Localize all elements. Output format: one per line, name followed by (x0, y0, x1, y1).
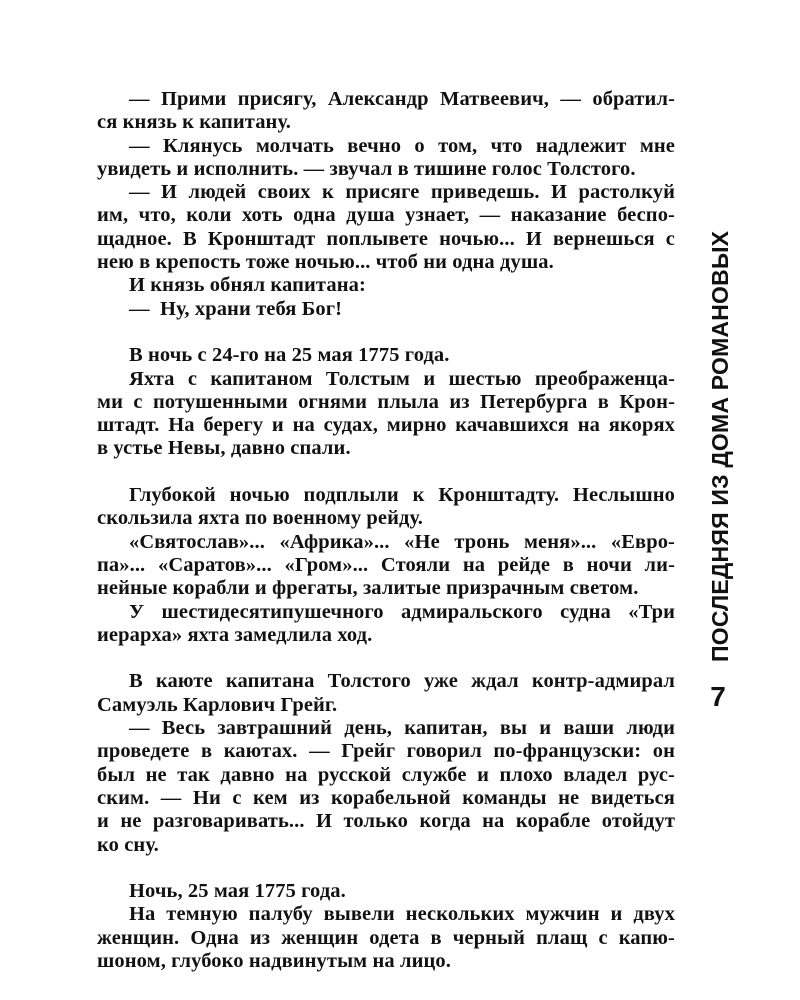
text-line: штадт. На берегу и на судах, мирно качавшихся на якорях (97, 414, 675, 437)
paragraph-gap (97, 857, 675, 880)
text-line: В каюте капитана Толстого уже ждал контр-адмирал (129, 670, 675, 693)
text-line: — Клянусь молчать вечно о том, что надлежит мне (129, 134, 675, 157)
text-line: нею в крепость тоже ночью... чтоб ни одна душа. (97, 251, 554, 274)
text-line: иерарха» яхта замедлила ход. (97, 623, 373, 646)
text-line: был не так давно на русской службе и плохо владел рус- (97, 763, 675, 786)
text-line: щадное. В Кронштадт поплывете ночью... И вернешься с (97, 227, 675, 250)
text-line: ся князь к капитану. (97, 111, 291, 134)
text-line: им, что, коли хоть одна душа узнает, — наказание беспо- (97, 204, 675, 227)
paragraph-gap (97, 647, 675, 670)
text-line: На темную палубу вывели нескольких мужчин и двух (129, 903, 675, 926)
text-line: И князь обнял капитана: (129, 274, 366, 297)
text-line: Яхта с капитаном Толстым и шестью преображенца- (129, 367, 675, 390)
page-number: 7 (710, 681, 726, 712)
text-line: женщин. Одна из женщин одета в черный плащ с капю- (97, 926, 675, 949)
text-line: Глубокой ночью подплыли к Кронштадту. Неслышно (129, 484, 675, 507)
text-line: и не разговаривать... И только когда на корабле отойдут (97, 810, 675, 833)
text-line: — Весь завтрашний день, капитан, вы и ваши люди (129, 717, 675, 740)
text-line: скользила яхта по военному рейду. (97, 507, 424, 530)
running-title: ПОСЛЕДНЯЯ ИЗ ДОМА РОМАНОВЫХ (707, 230, 733, 662)
text-line: в устье Невы, давно спали. (97, 437, 351, 460)
text-line: — И людей своих к присяге приведешь. И растолкуй (129, 181, 675, 204)
text-line: нейные корабли и фрегаты, залитые призрачным светом. (97, 577, 639, 600)
text-line: увидеть и исполнить. — звучал в тишине голос Толстого. (97, 157, 636, 180)
paragraph-gap (97, 321, 675, 344)
text-line: «Святослав»... «Африка»... «Не тронь меня»... «Евро- (129, 530, 675, 553)
text-line: шоном, глубоко надвинутым на лицо. (97, 949, 451, 972)
page-body-text (97, 88, 675, 973)
text-line: Самуэль Карлович Грейг. (97, 693, 338, 716)
text-line: Ночь, 25 мая 1775 года. (129, 880, 346, 903)
text-line: ским. — Ни с кем из корабельной команды не видеться (97, 786, 675, 809)
text-line: ми с потушенными огнями плыла из Петербурга в Крон- (97, 390, 675, 413)
text-line: В ночь с 24-го на 25 мая 1775 года. (129, 344, 450, 367)
text-line: У шестидесятипушечного адмиральского судна «Три (129, 600, 675, 623)
text-line: ко сну. (97, 833, 159, 856)
paragraph-gap (97, 461, 675, 484)
text-line: па»... «Саратов»... «Гром»... Стояли на рейде в ночи ли- (97, 553, 675, 576)
text-line: — Ну, храни тебя Бог! (129, 297, 343, 320)
text-line: проведете в каютах. — Грейг говорил по-французски: он (97, 740, 675, 763)
text-line: — Прими присягу, Александр Матвеевич, — обратил- (129, 88, 675, 110)
